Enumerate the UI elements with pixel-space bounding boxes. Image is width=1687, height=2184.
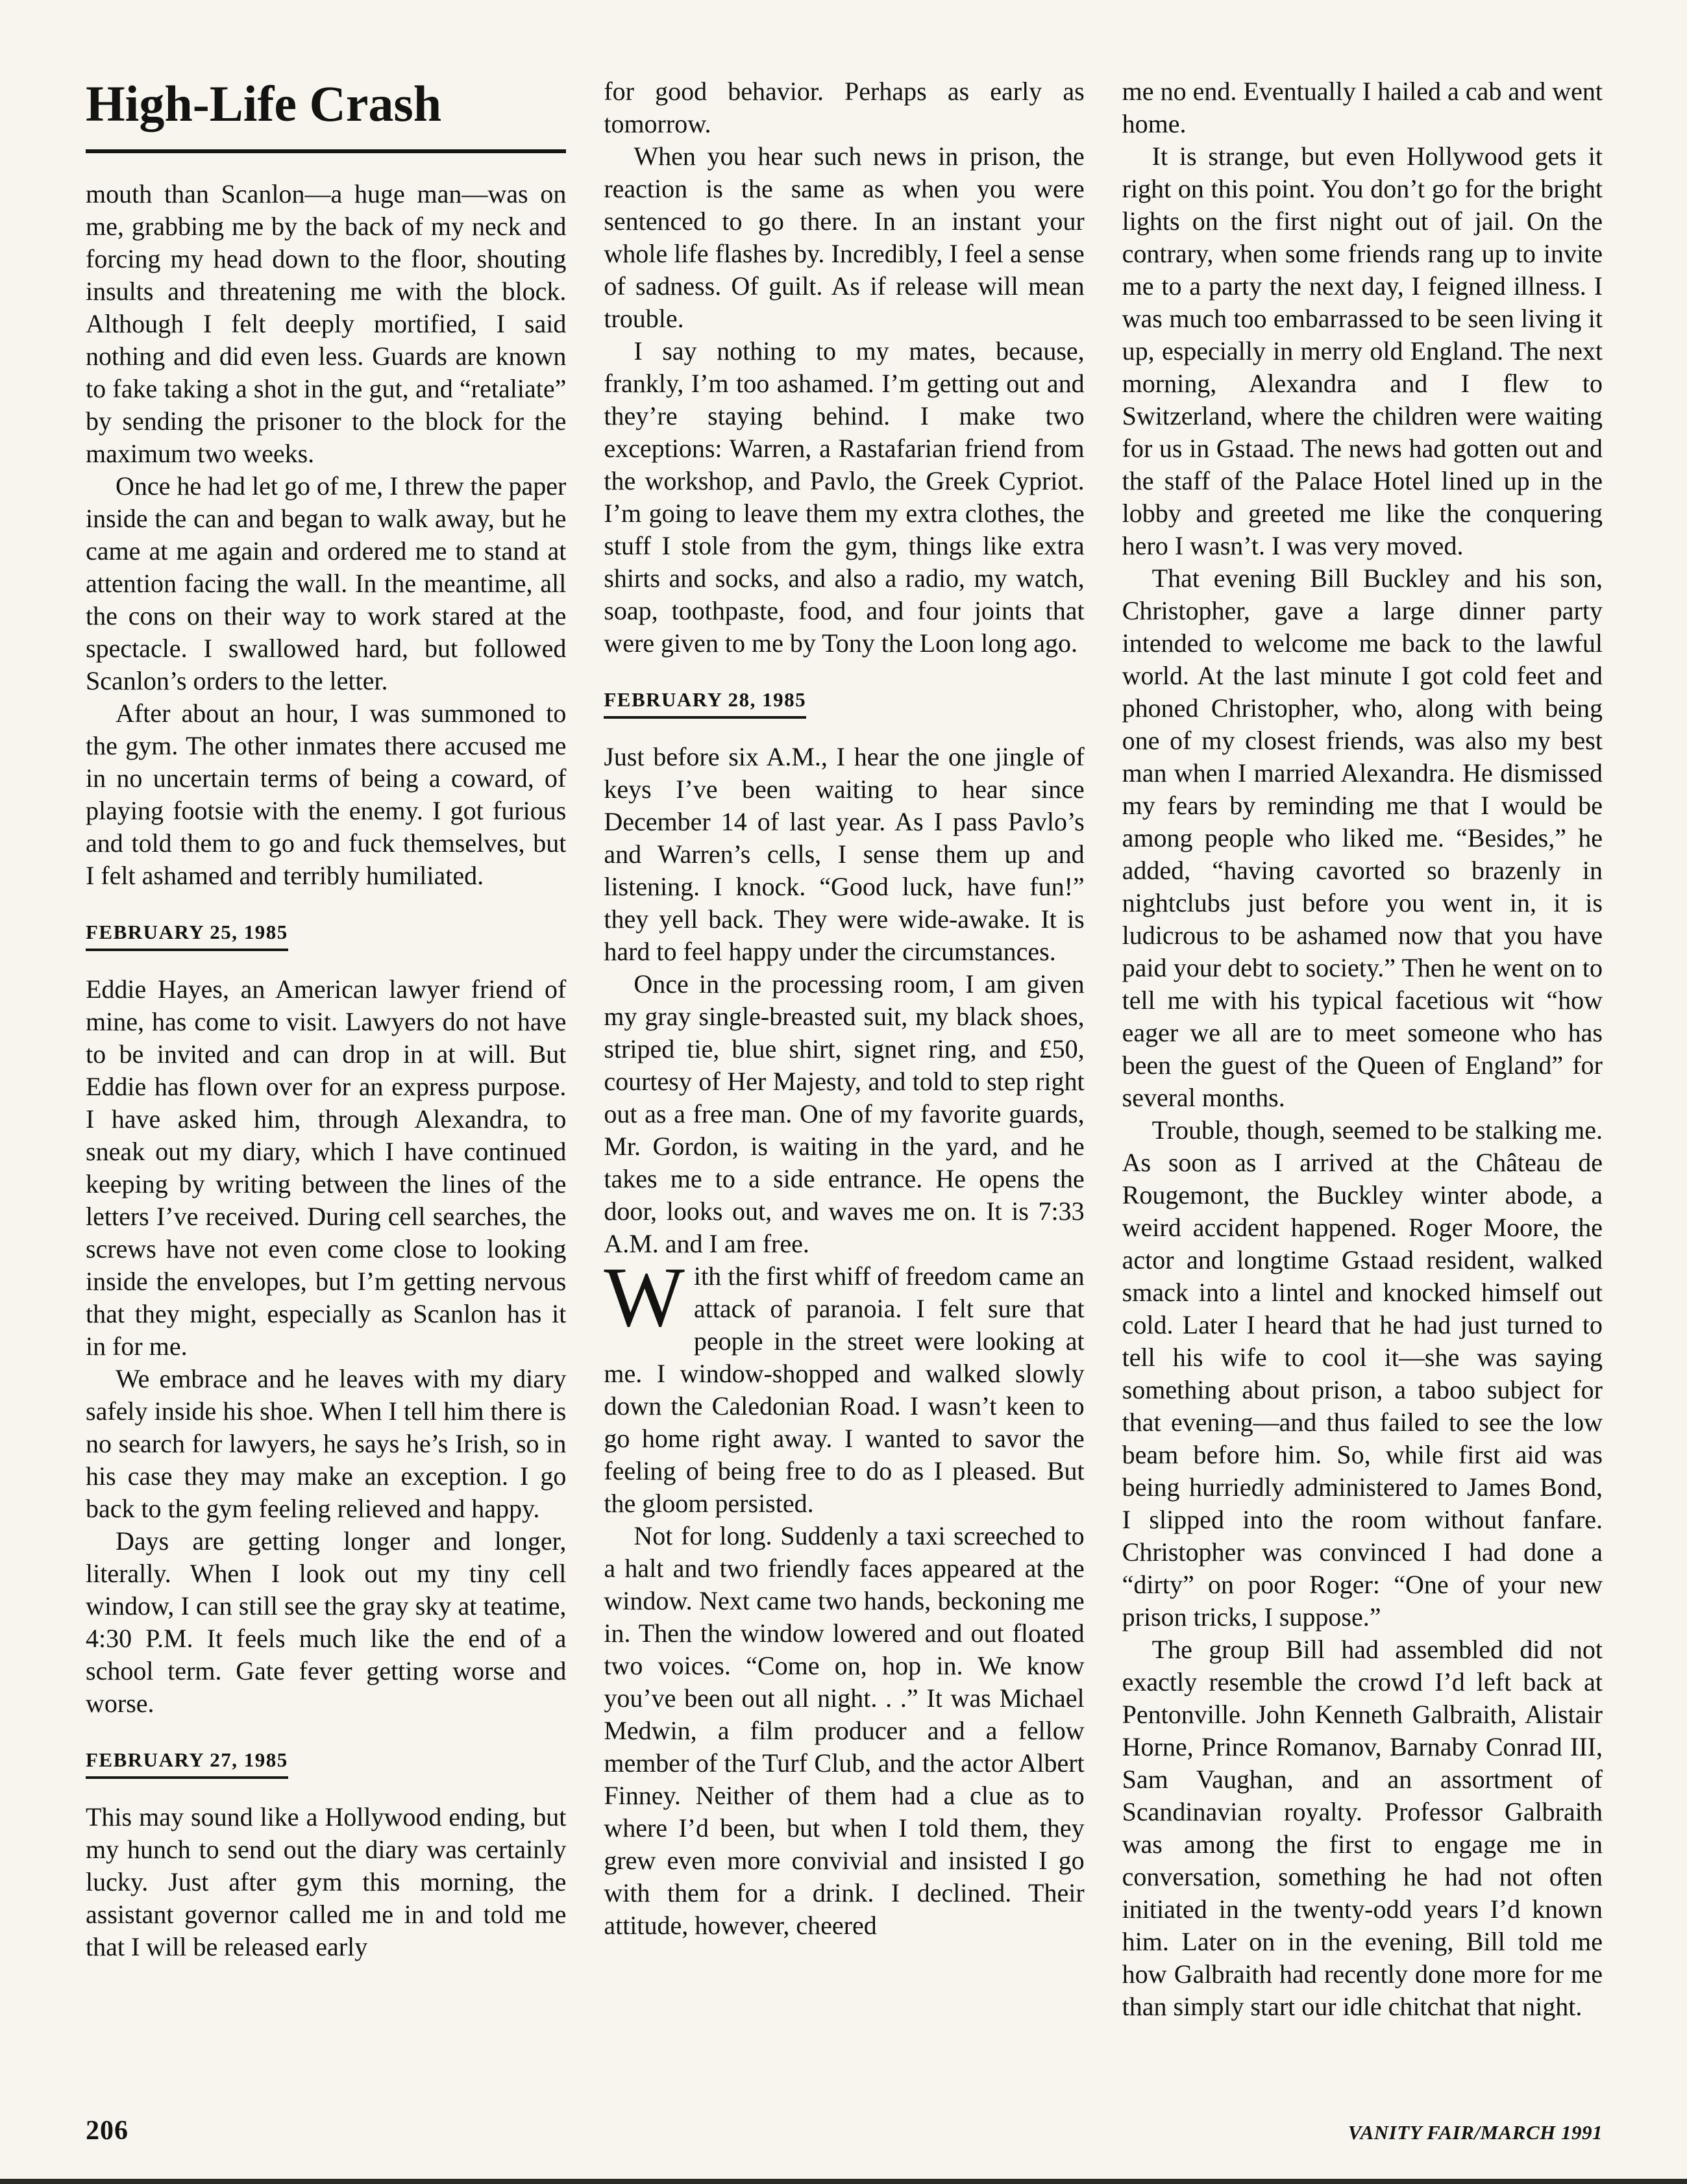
- paragraph-text: ith the first whiff of freedom came an attack of paranoia. I felt sure that people in the street were looking at me. I window-shopped and walked slowly down the Caledonian Road. I wasn’t keen to go home right away. I wanted to savor the feeling of being free to do as I pleased. But the gloom persisted.: [604, 1261, 1085, 1518]
- paragraph: Once in the processing room, I am given my gray single-breasted suit, my black shoes, striped tie, blue shirt, signet ring, and £50, courtesy of Her Majesty, and told to step right out as a free man. One of my favorite guards, Mr. Gordon, is waiting in the yard, and he takes me to a side entrance. He opens the door, looks out, and waves me on. It is 7:33 A.M. and I am free.: [604, 969, 1085, 1258]
- paragraph: mouth than Scanlon—a huge man—was on me, grabbing me by the back of my neck and forcing my head down to the floor, shouting insults and threatening me with the block. Although I felt deeply mortified, I said nothing and did even less. Guards are known to fake taking a shot in the gut, and “retaliate” by sending the prisoner to the block for the maximum two weeks.: [86, 179, 567, 468]
- paragraph: Trouble, though, seemed to be stalking me. As soon as I arrived at the Château de Rougemont, the Buckley winter abode, a weird accident happened. Roger Moore, the actor and longtime Gstaad resident, walked smack into a lintel and knocked himself out cold. Later I heard that he had just turned to tell his wife to cool it—she was saying something about prison, a taboo subject for that evening—and thus failed to see the low beam before him. So, while first aid was being hurriedly administered to James Bond, I slipped into the room without fanfare. Christopher was convinced I had done a “dirty” on poor Roger: “One of your new prison tricks, I suppose.”: [1122, 1115, 1603, 1632]
- paragraph: When you hear such news in prison, the reaction is the same as when you were sentenced to go there. In an instant your whole life flashes by. Incredibly, I feel a sense of sadness. Of guilt. As if release will mean trouble.: [604, 142, 1085, 333]
- paragraph: I say nothing to my mates, because, frankly, I’m too ashamed. I’m getting out and they’re staying behind. I make two exceptions: Warren, a Rastafarian friend from the workshop, and Pavlo, the Greek Cypriot. I’m going to leave them my extra clothes, the stuff I stole from the gym, things like extra shirts and socks, and also a radio, my watch, soap, toothpaste, food, and four joints that were given to me by Tony the Loon long ago.: [604, 336, 1085, 658]
- article-columns: [86, 75, 1603, 2023]
- column-1: [86, 75, 566, 2023]
- date-subhead-label: FEBRUARY 25, 1985: [86, 922, 288, 951]
- paragraph: That evening Bill Buckley and his son, Christopher, gave a large dinner party intended to welcome me back to the lawful world. At the last minute I got cold feet and phoned Christopher, who, along with being one of my closest friends, was also my best man when I married Alexandra. He dismissed my fears by reminding me that I would be among people who liked me. “Besides,” he added, “having cavorted so brazenly in nightclubs just before you went in, it is ludicrous to be ashamed now that you have paid your debt to society.” Then he went on to tell me with his typical facetious wit “how eager we all are to meet someone who has been the guest of the Queen of England” for several months.: [1122, 564, 1603, 1112]
- magazine-credit: VANITY FAIR/MARCH 1991: [1348, 2121, 1603, 2144]
- paragraph: Not for long. Suddenly a taxi screeched to a halt and two friendly faces appeared at the window. Next came two hands, beckoning me in. Then the window lowered and out floated two voices. “Come on, hop in. We know you’ve been out all night. . .” It was Michael Medwin, a film producer and a fellow member of the Turf Club, and the actor Albert Finney. Neither of them had a clue as to where I’d been, but when I told them, they grew even more convivial and insisted I go with them for a drink. I declined. Their attitude, however, cheered: [604, 1521, 1085, 1940]
- paragraph: After about an hour, I was summoned to the gym. The other inmates there accused me in no uncertain terms of being a coward, of playing footsie with the enemy. I got furious and told them to go and fuck themselves, but I felt ashamed and terribly humiliated.: [86, 698, 567, 890]
- paragraph: Just before six A.M., I hear the one jingle of keys I’ve been waiting to hear since December 14 of last year. As I pass Pavlo’s and Warren’s cells, I sense them up and listening. I knock. “Good luck, have fun!” they yell back. They were wide-awake. It is hard to feel happy under the circumstances.: [604, 742, 1085, 966]
- page-footer: [86, 2115, 1603, 2146]
- date-subhead: [86, 1750, 566, 1779]
- paragraph: Eddie Hayes, an American lawyer friend of mine, has come to visit. Lawyers do not have to be invited and can drop in at will. But Eddie has flown over for an express purpose. I have asked him, through Alexandra, to sneak out my diary, which I have continued keeping by writing between the lines of the letters I’ve received. During cell searches, the screws have not even come close to looking inside the envelopes, but I’m getting nervous that they might, especially as Scanlon has it in for me.: [86, 974, 567, 1361]
- paragraph: This may sound like a Hollywood ending, but my hunch to send out the diary was certainly lucky. Just after gym this morning, the assistant governor called me in and told me that I will be released early: [86, 1802, 567, 1961]
- paragraph: for good behavior. Perhaps as early as tomorrow.: [604, 77, 1085, 138]
- drop-cap-letter: W: [604, 1249, 685, 1345]
- page-number: 206: [86, 2116, 129, 2146]
- article-title: High-Life Crash: [86, 75, 566, 153]
- paragraph: The group Bill had assembled did not exactly resemble the crowd I’d left back at Pentonville. John Kenneth Galbraith, Alistair Horne, Prince Romanov, Barnaby Conrad III, Sam Vaughan, and an assortment of Scandinavian royalty. Professor Galbraith was among the first to engage me in conversation, something he had not often initiated in the twenty-odd years I’d known him. Later on in the evening, Bill told me how Galbraith had recently done more for me than simply start our idle chitchat that night.: [1122, 1635, 1603, 2021]
- date-subhead-label: FEBRUARY 27, 1985: [86, 1750, 288, 1779]
- column-3: [1122, 75, 1603, 2023]
- date-subhead: [604, 689, 1084, 719]
- column-2: [604, 75, 1084, 2023]
- page-bottom-edge: [0, 2179, 1687, 2184]
- paragraph: me no end. Eventually I hailed a cab and went home.: [1122, 77, 1603, 138]
- date-subhead: [86, 922, 566, 951]
- date-subhead-label: FEBRUARY 28, 1985: [604, 689, 806, 719]
- paragraph: It is strange, but even Hollywood gets it right on this point. You don’t go for the bright lights on the first night out of jail. On the contrary, when some friends rang up to invite me to a party the next day, I feigned illness. I was much too embarrassed to be seen living it up, especially in merry old England. The next morning, Alexandra and I flew to Switzerland, where the children were waiting for us in Gstaad. The news had gotten out and the staff of the Palace Hotel lined up in the lobby and greeted me like the conquering hero I wasn’t. I was very moved.: [1122, 142, 1603, 560]
- paragraph: Days are getting longer and longer, literally. When I look out my tiny cell window, I can still see the gray sky at teatime, 4:30 P.M. It feels much like the end of a school term. Gate fever getting worse and worse.: [86, 1526, 567, 1718]
- paragraph: We embrace and he leaves with my diary safely inside his shoe. When I tell him there is no search for lawyers, he says he’s Irish, so in his case they may make an exception. I go back to the gym feeling relieved and happy.: [86, 1363, 567, 1523]
- paragraph: Once he had let go of me, I threw the paper inside the can and began to walk away, but he came at me again and ordered me to stand at attention facing the wall. In the meantime, all the cons on their way to work stared at the spectacle. I swallowed hard, but followed Scanlon’s orders to the letter.: [86, 471, 567, 695]
- paragraph-with-dropcap: [604, 1249, 1085, 1520]
